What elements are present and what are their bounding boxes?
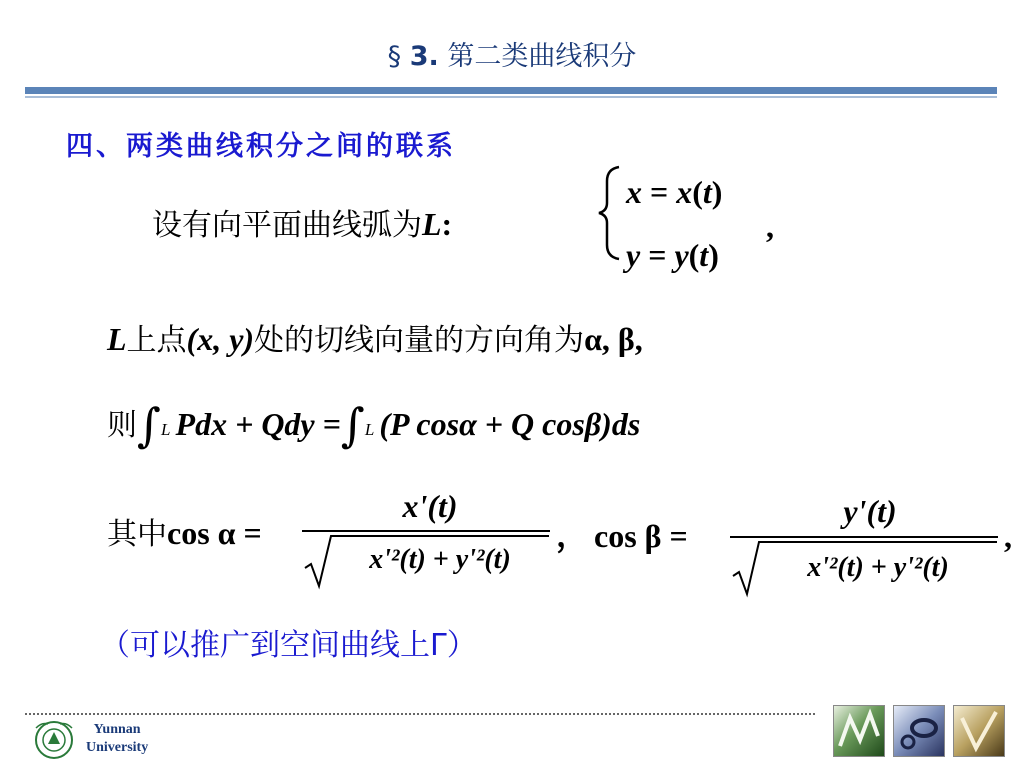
section-heading: 四、两类曲线积分之间的联系 xyxy=(66,131,456,162)
university-name xyxy=(86,721,148,757)
section-mark: § xyxy=(387,41,402,72)
header-rule xyxy=(25,87,997,94)
cos-prefix: 其中 xyxy=(107,517,167,552)
sqrt-bar-beta xyxy=(759,541,997,543)
eq1-arg: t xyxy=(702,174,712,210)
curve-intro xyxy=(152,200,452,244)
cos-alpha-denominator: x'²(t) + y'²(t) xyxy=(369,544,511,575)
integral-sub-1: L xyxy=(160,420,171,439)
curve-colon: : xyxy=(441,206,453,242)
integral-formula xyxy=(107,398,640,452)
tangent-text1: 上点 xyxy=(126,323,187,358)
eq2-lhs: y xyxy=(626,237,641,273)
cos-alpha-label: cos α = xyxy=(167,515,262,551)
eq2-fn: y xyxy=(674,237,689,273)
cos-beta-fraction-bar xyxy=(730,536,998,538)
sqrt-sign-alpha xyxy=(303,534,333,590)
integral-rhs: (P cosα + Q cosβ)ds xyxy=(379,406,641,442)
title-text: 第二类曲线积分 xyxy=(447,41,637,72)
eq2-arg: t xyxy=(699,237,709,273)
footer-divider xyxy=(25,713,815,715)
cos-separator: ， xyxy=(556,517,589,553)
integral-sign-1: ∫ xyxy=(137,398,161,452)
tangent-line xyxy=(107,315,643,359)
slide-title xyxy=(0,34,1024,73)
system-eq2: y = y(t) xyxy=(626,237,719,273)
tangent-point: (x, y) xyxy=(186,321,255,357)
sqrt-sign-beta xyxy=(731,540,761,598)
system-eq1: x = x(t) xyxy=(626,174,723,210)
curve-var: L xyxy=(422,206,442,242)
header-rule-thin xyxy=(25,96,997,98)
integral-lhs: Pdx + Qdy = xyxy=(175,406,341,442)
integral-sign-2: ∫ xyxy=(340,398,365,452)
university-line1: Yunnan xyxy=(93,722,141,737)
cos-trailing-comma: , xyxy=(1004,518,1012,554)
university-logo-icon xyxy=(28,718,80,762)
eq1-fn: x xyxy=(676,174,693,210)
cos-beta-label: cos β = xyxy=(594,518,688,554)
curve-intro-text: 设有向平面曲线弧为 xyxy=(152,208,422,243)
cos-alpha-lhs xyxy=(107,509,262,553)
tangent-angles: α, β, xyxy=(584,321,643,357)
integral-prefix: 则 xyxy=(107,408,137,443)
generalization-note: （可以推广到空间曲线上Γ） xyxy=(100,628,477,663)
sqrt-bar-alpha xyxy=(331,535,549,537)
cos-beta-numerator: y'(t) xyxy=(843,493,897,529)
university-line2: University xyxy=(86,740,149,755)
cos-alpha-fraction-bar xyxy=(302,530,550,532)
eq1-lhs: x xyxy=(626,174,642,210)
prev-page-icon[interactable] xyxy=(833,705,885,757)
next-page-icon[interactable] xyxy=(953,705,1005,757)
left-brace xyxy=(597,165,623,261)
cos-beta-denominator: x'²(t) + y'²(t) xyxy=(807,552,949,583)
section-number: 3. xyxy=(409,41,439,72)
cos-alpha-numerator: x'(t) xyxy=(402,488,458,524)
tangent-text2: 处的切线向量的方向角为 xyxy=(254,323,585,358)
integral-sub-2: L xyxy=(364,420,375,439)
tangent-var: L xyxy=(107,321,127,357)
home-icon[interactable] xyxy=(893,705,945,757)
system-comma: , xyxy=(766,208,774,244)
